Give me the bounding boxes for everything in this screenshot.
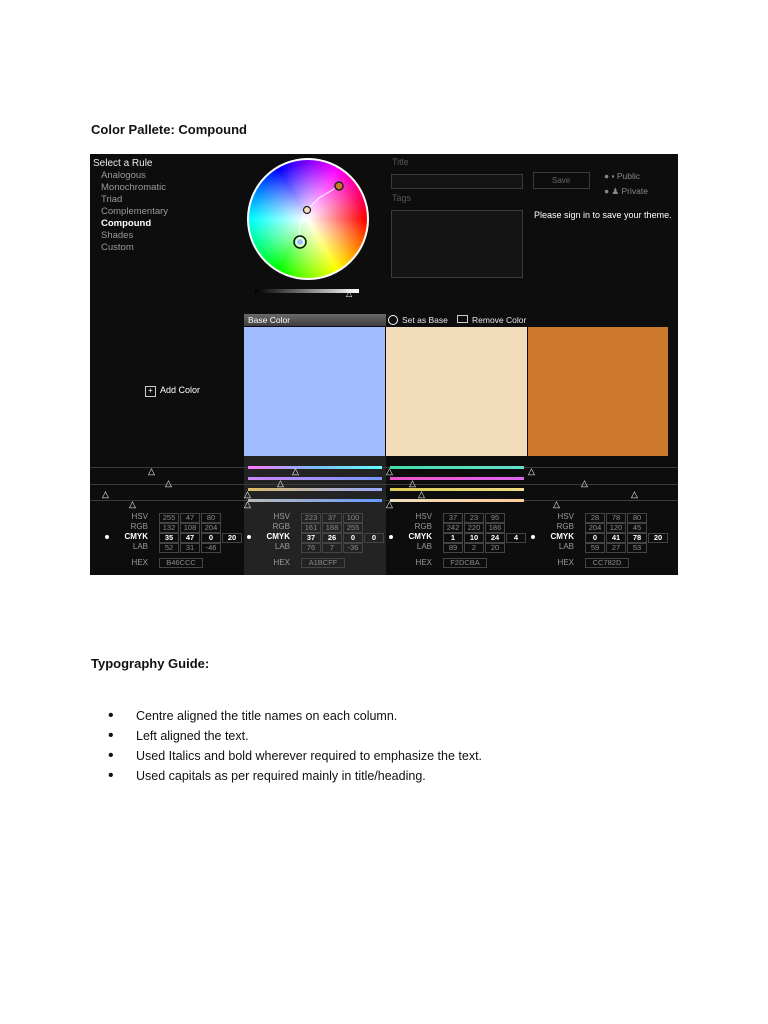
rgb-label: RGB: [272, 522, 290, 531]
hsv-value-field[interactable]: 37: [322, 513, 342, 523]
cmyk-radio-icon[interactable]: [105, 535, 109, 539]
typography-bullets: [108, 706, 482, 786]
lab-row: [386, 542, 528, 552]
cmyk-radio-icon[interactable]: [389, 535, 393, 539]
lab-value-field[interactable]: 2: [464, 543, 484, 553]
rule-title: Select a Rule: [93, 158, 153, 169]
sat-slider-track[interactable]: [248, 477, 382, 480]
target-icon: [388, 315, 398, 325]
title-input[interactable]: [391, 174, 523, 189]
slider-handle[interactable]: △: [386, 466, 393, 476]
public-label: Public: [616, 171, 641, 181]
rgb-value-field[interactable]: 45: [627, 523, 647, 533]
slider-handle[interactable]: △: [129, 499, 136, 509]
cmyk-label: CMYK: [124, 532, 148, 541]
cmyk-value-field[interactable]: 1: [443, 533, 463, 543]
lab-value-field[interactable]: 59: [585, 543, 605, 553]
slider-divider: [90, 500, 678, 501]
slider-handle[interactable]: △: [148, 466, 155, 476]
brightness-handle[interactable]: △: [346, 289, 353, 298]
slider-handle[interactable]: △: [409, 478, 416, 488]
cmyk-value-field[interactable]: 37: [301, 533, 321, 543]
lab-label: LAB: [132, 542, 148, 551]
slider-divider: [90, 467, 678, 468]
val-slider-track[interactable]: [390, 488, 524, 491]
hue-slider-track[interactable]: [390, 466, 524, 469]
cmyk-row: [528, 532, 670, 542]
save-button[interactable]: [533, 172, 590, 189]
swatch-3[interactable]: [528, 327, 668, 456]
slider-divider: [90, 484, 678, 485]
cmyk-value-field[interactable]: 0: [585, 533, 605, 543]
rule-custom[interactable]: Custom: [101, 242, 134, 253]
rgb-value-field[interactable]: 120: [606, 523, 626, 533]
rule-complementary[interactable]: Complementary: [101, 206, 169, 217]
public-radio-icon: ● ▪: [604, 171, 617, 181]
color-wheel[interactable]: [247, 158, 369, 280]
wheel-markers: [247, 158, 369, 280]
cmyk-label: CMYK: [408, 532, 432, 541]
slider-handle[interactable]: △: [386, 499, 393, 509]
hsv-value-field[interactable]: 100: [343, 513, 363, 523]
hsv-row: [102, 512, 244, 522]
cmyk-row: [102, 532, 244, 542]
lab-value-field[interactable]: 31: [180, 543, 200, 553]
rgb-value-field[interactable]: 220: [464, 523, 484, 533]
bullet-item: • Used capitals as per required mainly in title/heading.: [108, 766, 482, 786]
hex-label: HEX: [273, 558, 290, 567]
slider-handle[interactable]: △: [244, 489, 251, 499]
hsv-value-field[interactable]: 80: [627, 513, 647, 523]
save-label: Save: [552, 176, 571, 185]
color-values-column: [528, 512, 670, 567]
set-as-base-button[interactable]: [388, 313, 448, 327]
slider-handle[interactable]: △: [418, 489, 425, 499]
hsv-value-field[interactable]: 47: [180, 513, 200, 523]
tags-label: Tags: [392, 193, 412, 203]
rule-shades[interactable]: Shades: [101, 230, 134, 241]
hsv-value-field[interactable]: 223: [301, 513, 321, 523]
hsv-row: [386, 512, 528, 522]
brightness-slider[interactable]: [255, 289, 359, 293]
hsv-label: HSV: [557, 512, 574, 521]
cmyk-value-field[interactable]: 0: [364, 533, 384, 543]
cmyk-value-field[interactable]: 10: [464, 533, 484, 543]
lab-label: LAB: [416, 542, 432, 551]
hsv-value-field[interactable]: 23: [464, 513, 484, 523]
rgb-value-field[interactable]: 161: [301, 523, 321, 533]
set-as-base-label: Set as Base: [402, 315, 448, 325]
swatch-1[interactable]: [244, 327, 385, 456]
lab-label: LAB: [558, 542, 574, 551]
cmyk-value-field[interactable]: 26: [322, 533, 342, 543]
hsv-value-field[interactable]: 95: [485, 513, 505, 523]
rule-analogous[interactable]: Analogous: [101, 170, 146, 181]
rule-list: [101, 170, 168, 254]
color-values-column: [102, 512, 244, 567]
hsv-value-field[interactable]: 28: [585, 513, 605, 523]
cmyk-value-field[interactable]: 24: [485, 533, 505, 543]
rgb-row: [528, 522, 670, 532]
rgb-value-field[interactable]: 255: [343, 523, 363, 533]
cmyk-value-field[interactable]: 20: [648, 533, 668, 543]
cmyk-value-field[interactable]: 47: [180, 533, 200, 543]
lab-value-field[interactable]: 27: [606, 543, 626, 553]
slider-handle[interactable]: △: [581, 478, 588, 488]
cmyk-value-field[interactable]: 78: [627, 533, 647, 543]
public-option[interactable]: [604, 171, 640, 181]
lab-value-field[interactable]: -46: [201, 543, 221, 553]
hex-label: HEX: [131, 558, 148, 567]
cmyk-value-field[interactable]: 0: [343, 533, 363, 543]
wheel-handle-orange: [335, 182, 343, 190]
rgb-label: RGB: [414, 522, 432, 531]
lab-value-field[interactable]: 89: [443, 543, 463, 553]
cmyk-label: CMYK: [266, 532, 290, 541]
doc-heading: Color Pallete: Compound: [91, 122, 247, 137]
add-color-icon: +: [145, 386, 156, 397]
rgb-value-field[interactable]: 186: [485, 523, 505, 533]
cmyk-value-field[interactable]: 41: [606, 533, 626, 543]
lab-row: [528, 542, 670, 552]
slider-handle[interactable]: △: [528, 466, 535, 476]
lab-row: [102, 542, 244, 552]
hex-value-field[interactable]: B46CCC: [159, 558, 203, 568]
hex-row: [386, 558, 528, 568]
slider-handle[interactable]: △: [165, 478, 172, 488]
lab-value-field[interactable]: 7: [322, 543, 342, 553]
rgb-row: [244, 522, 386, 532]
cmyk-radio-icon[interactable]: [531, 535, 535, 539]
bullet-item: • Used Italics and bold wherever required to emphasize the text.: [108, 746, 482, 766]
rgb-value-field[interactable]: 204: [585, 523, 605, 533]
private-option[interactable]: [604, 186, 648, 197]
val-slider-track[interactable]: [248, 488, 382, 491]
rule-compound[interactable]: Compound: [101, 218, 152, 229]
remove-color-button[interactable]: [457, 313, 526, 327]
wheel-handle-cream: [304, 207, 311, 214]
slider-handle[interactable]: △: [244, 499, 251, 509]
hex-row: [528, 558, 670, 568]
title-label: Title: [392, 157, 409, 167]
hex-label: HEX: [415, 558, 432, 567]
private-label: Private: [621, 186, 648, 196]
rgb-row: [386, 522, 528, 532]
wheel-handle-base: [297, 239, 304, 246]
hue-slider-track[interactable]: [248, 466, 382, 469]
cmyk-row: [244, 532, 386, 542]
rule-monochromatic[interactable]: Monochromatic: [101, 182, 166, 193]
color-theme-panel: [90, 154, 678, 575]
rgb-value-field[interactable]: 242: [443, 523, 463, 533]
slider-handle[interactable]: △: [277, 478, 284, 488]
hsv-label: HSV: [131, 512, 148, 521]
lum-slider-track[interactable]: [390, 499, 524, 502]
rgb-value-field[interactable]: 108: [180, 523, 200, 533]
cmyk-value-field[interactable]: 0: [201, 533, 221, 543]
hsv-value-field[interactable]: 80: [201, 513, 221, 523]
tags-input[interactable]: [391, 210, 523, 278]
hsv-label: HSV: [415, 512, 432, 521]
lab-label: LAB: [274, 542, 290, 551]
folder-icon: [457, 315, 468, 323]
color-values-column: [386, 512, 528, 567]
hex-value-field[interactable]: A1BCFF: [301, 558, 345, 568]
lab-value-field[interactable]: 53: [627, 543, 647, 553]
rgb-value-field[interactable]: 204: [201, 523, 221, 533]
rgb-value-field[interactable]: 132: [159, 523, 179, 533]
hex-row: [244, 558, 386, 568]
hex-value-field[interactable]: CC782D: [585, 558, 629, 568]
lab-value-field[interactable]: 76: [301, 543, 321, 553]
private-radio-icon: ● ♟: [604, 186, 622, 196]
lum-slider-track[interactable]: [248, 499, 382, 502]
cmyk-value-field[interactable]: 20: [222, 533, 242, 543]
hsv-value-field[interactable]: 78: [606, 513, 626, 523]
lab-value-field[interactable]: -36: [343, 543, 363, 553]
remove-color-label: Remove Color: [472, 315, 527, 325]
cmyk-value-field[interactable]: 4: [506, 533, 526, 543]
signin-message: Please sign in to save your theme.: [534, 210, 672, 220]
cmyk-value-field[interactable]: 35: [159, 533, 179, 543]
rgb-value-field[interactable]: 188: [322, 523, 342, 533]
hsv-row: [244, 512, 386, 522]
swatch-2[interactable]: [386, 327, 527, 456]
lab-row: [244, 542, 386, 552]
add-color-button[interactable]: [145, 385, 200, 397]
add-color-label: Add Color: [160, 385, 201, 395]
lab-value-field[interactable]: 20: [485, 543, 505, 553]
hsv-value-field[interactable]: 37: [443, 513, 463, 523]
slider-handle[interactable]: △: [292, 466, 299, 476]
hsv-value-field[interactable]: 255: [159, 513, 179, 523]
typography-heading: Typography Guide:: [91, 656, 210, 671]
color-values-column: [244, 512, 386, 567]
rgb-label: RGB: [556, 522, 574, 531]
hex-row: [102, 558, 244, 568]
rgb-label: RGB: [130, 522, 148, 531]
cmyk-radio-icon[interactable]: [247, 535, 251, 539]
cmyk-label: CMYK: [550, 532, 574, 541]
slider-handle[interactable]: △: [102, 489, 109, 499]
hex-value-field[interactable]: F2DCBA: [443, 558, 487, 568]
base-color-tab[interactable]: Base Color: [244, 314, 386, 326]
slider-handle[interactable]: △: [553, 499, 560, 509]
hex-label: HEX: [557, 558, 574, 567]
bullet-item: • Centre aligned the title names on each column.: [108, 706, 482, 726]
hsv-row: [528, 512, 670, 522]
cmyk-row: [386, 532, 528, 542]
bullet-item: • Left aligned the text.: [108, 726, 482, 746]
slider-handle[interactable]: △: [631, 489, 638, 499]
lab-value-field[interactable]: 52: [159, 543, 179, 553]
rule-triad[interactable]: Triad: [101, 194, 123, 205]
wheel-link-line: [307, 186, 339, 210]
rgb-row: [102, 522, 244, 532]
hsv-label: HSV: [273, 512, 290, 521]
